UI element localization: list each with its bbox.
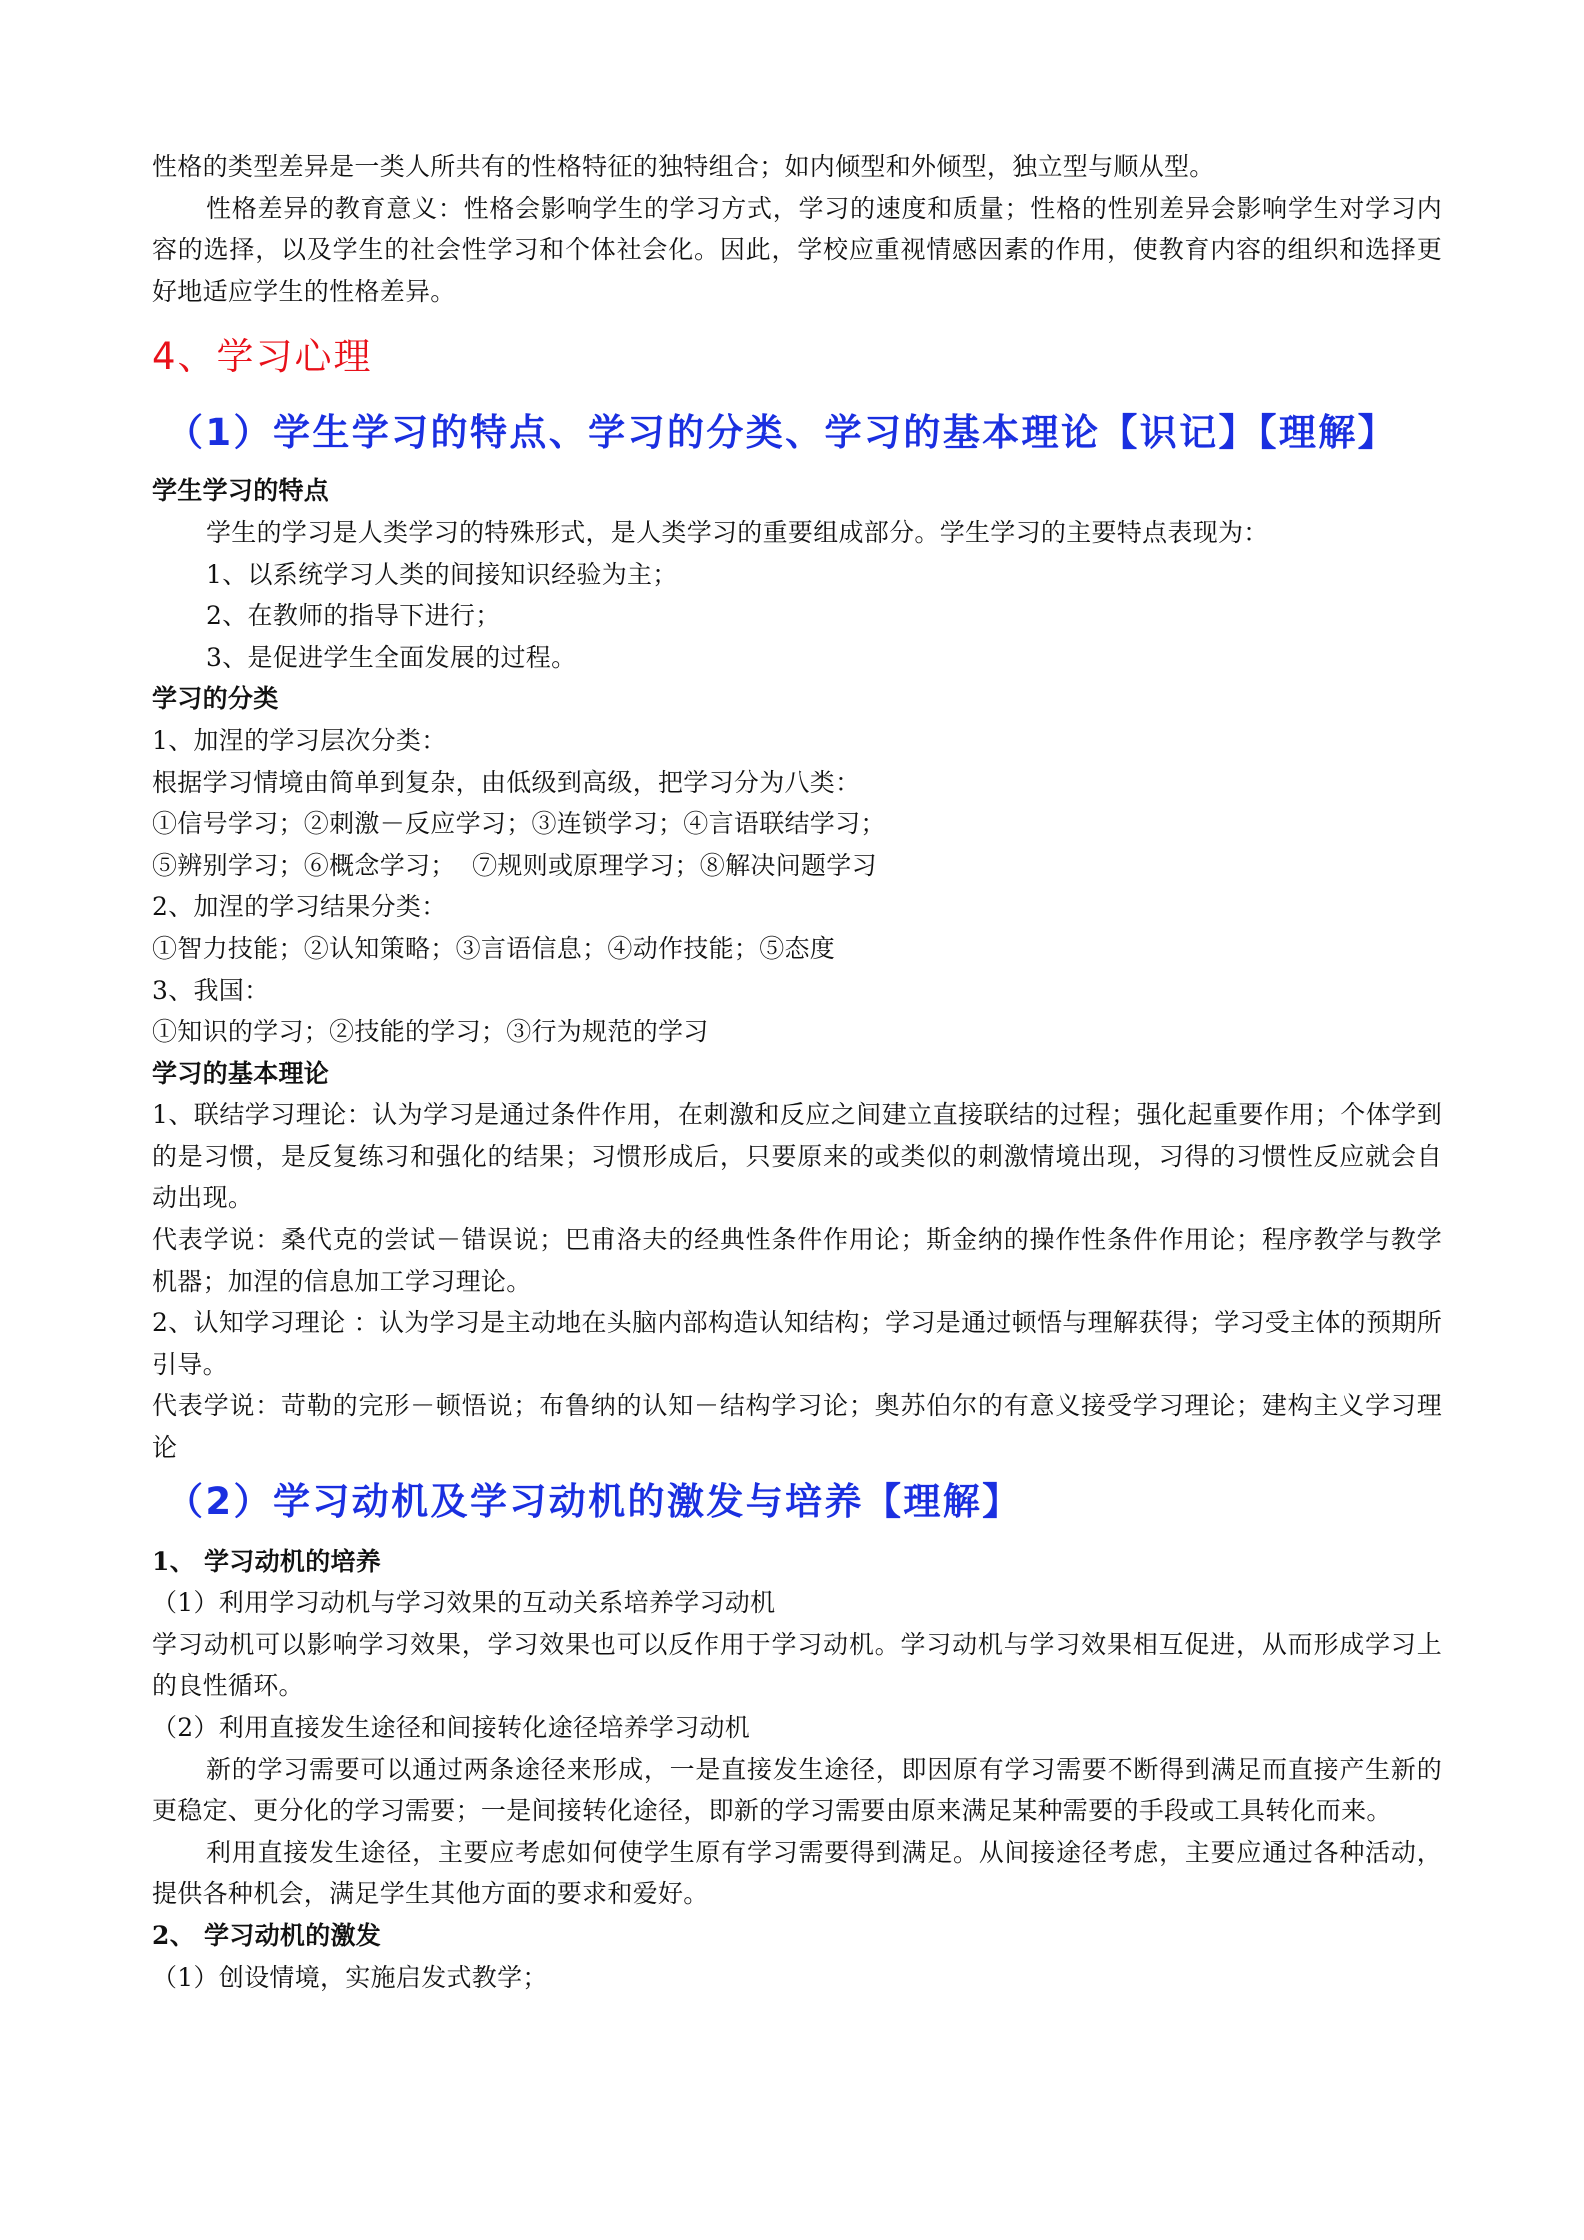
features-intro: 学生的学习是人类学习的特殊形式，是人类学习的重要组成部分。学生学习的主要特点表现为： <box>206 517 1269 547</box>
classification-line-8: ①知识的学习；②技能的学习；③行为规范的学习 <box>152 1017 709 1047</box>
theories-paragraph-4: 代表学说：苛勒的完形－顿悟说；布鲁纳的认知－结构学习论；奥苏伯尔的有意义接受学习理论；建构主义学习理论 <box>152 1391 1442 1463</box>
classification-heading: 学习的分类 <box>152 684 279 714</box>
classification-line-5: 2、加涅的学习结果分类： <box>152 892 447 922</box>
classification-line-1: 1、加涅的学习层次分类： <box>152 725 447 755</box>
features-item-1: 1、以系统学习人类的间接知识经验为主； <box>206 559 678 589</box>
stimulation-item-1: （1）创设情境，实施启发式教学； <box>152 1962 548 1992</box>
cultivation-paragraph-2: 新的学习需要可以通过两条途径来形成，一是直接发生途径，即因原有学习需要不断得到满足而直接产生新的更稳定、更分化的学习需要；一是间接转化途径，即新的学习需要由原来满足某种需要的手段或工具转化而来。 <box>152 1754 1442 1826</box>
cultivation-paragraph-1: 学习动机可以影响学习效果，学习效果也可以反作用于学习动机。学习动机与学习效果相互促进，从而形成学习上的良性循环。 <box>152 1629 1442 1701</box>
theories-paragraph-2: 代表学说：桑代克的尝试－错误说；巴甫洛夫的经典性条件作用论；斯金纳的操作性条件作用论；程序教学与教学机器；加涅的信息加工学习理论。 <box>152 1225 1442 1296</box>
subsection-2-title: （2）学习动机及学习动机的激发与培养【理解】 <box>166 1479 1022 1523</box>
subsection-1-title: （1）学生学习的特点、学习的分类、学习的基本理论【识记】【理解】 <box>166 411 1398 455</box>
theories-paragraph-3: 2、认知学习理论 ：认为学习是主动地在头脑内部构造认知结构；学习是通过顿悟与理解获得；学习受主体的预期所引导。 <box>152 1308 1442 1379</box>
cultivation-heading: 1、 学习动机的培养 <box>152 1546 382 1576</box>
theories-paragraph-1: 1、联结学习理论：认为学习是通过条件作用，在刺激和反应之间建立直接联结的过程；强化起重要作用；个体学到的是习惯，是反复练习和强化的结果；习惯形成后，只要原来的或类似的刺激情境出现，习得的习惯性反应就会自动出现。 <box>152 1100 1442 1213</box>
section-4-title: 4、学习心理 <box>152 335 373 379</box>
classification-line-3: ①信号学习；②刺激－反应学习；③连锁学习；④言语联结学习； <box>152 809 886 839</box>
cultivation-paragraph-3: 利用直接发生途径，主要应考虑如何使学生原有学习需要得到满足。从间接途径考虑，主要应通过各种活动，提供各种机会，满足学生其他方面的要求和爱好。 <box>152 1837 1442 1909</box>
intro-paragraph-2: 性格差异的教育意义：性格会影响学生的学习方式，学习的速度和质量；性格的性别差异会影响学生对学习内容的选择，以及学生的社会性学习和个体社会化。因此，学校应重视情感因素的作用，使教育内容的组织和选择更好地适应学生的性格差异。 <box>152 193 1442 306</box>
classification-line-2: 根据学习情境由简单到复杂，由低级到高级，把学习分为八类： <box>152 767 861 797</box>
features-item-3: 3、是促进学生全面发展的过程。 <box>206 642 577 672</box>
classification-line-4: ⑤辨别学习；⑥概念学习； ⑦规则或原理学习；⑧解决问题学习 <box>152 850 877 880</box>
stimulation-heading: 2、 学习动机的激发 <box>152 1920 382 1950</box>
cultivation-item-1: （1）利用学习动机与学习效果的互动关系培养学习动机 <box>152 1588 776 1618</box>
classification-line-6: ①智力技能；②认知策略；③言语信息；④动作技能；⑤态度 <box>152 933 836 963</box>
document-page <box>152 146 1442 1998</box>
features-heading: 学生学习的特点 <box>152 476 330 506</box>
cultivation-item-2: （2）利用直接发生途径和间接转化途径培养学习动机 <box>152 1713 751 1742</box>
classification-line-7: 3、我国： <box>152 975 270 1005</box>
theories-heading: 学习的基本理论 <box>152 1058 330 1088</box>
features-item-2: 2、在教师的指导下进行； <box>206 601 501 631</box>
intro-paragraph-1: 性格的类型差异是一类人所共有的性格特征的独特组合；如内倾型和外倾型，独立型与顺从型。 <box>152 152 1215 181</box>
